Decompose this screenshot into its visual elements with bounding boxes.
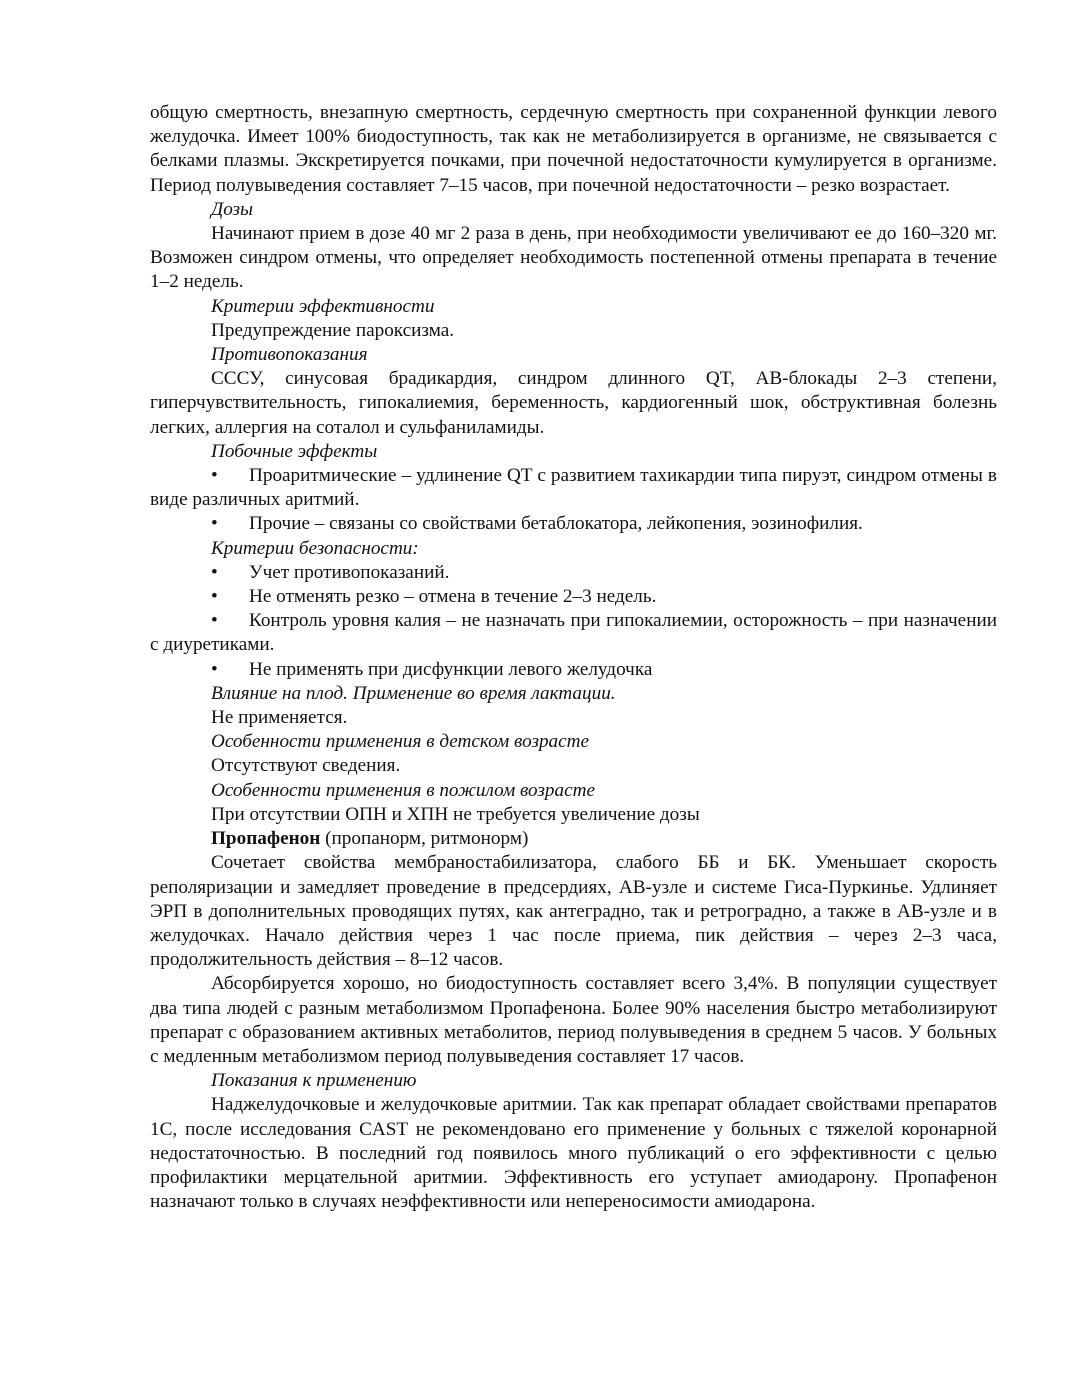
paragraph: Сочетает свойства мембраностабилизатора, слабого ББ и БК. Уменьшает скорость реполяризации и замедляет проведение в предсердиях, АВ-узле и системе Гиса-Пуркинье. Удлиняет ЭРП в дополнительных проводящих путях, как антеградно, так и ретроградно, а также в АВ-узле и в желудочках. Начало действия через 1 час после приема, пик действия – через 2–3 часа, продолжительность действия – 8–12 часов. xyxy=(150,852,997,971)
bullet-text: Контроль уровня калия – не назначать при гипокалиемии, осторожность – при назначении с диуретиками. xyxy=(150,610,997,656)
drug-name: Пропафенон xyxy=(211,828,321,850)
paragraph: Абсорбируется хорошо, но биодоступность составляет всего 3,4%. В популяции существует два типа людей с разным метаболизмом Пропафенона. Более 90% населения быстро метаболизируют препарат с образованием активных метаболитов, период полувыведения в среднем 5 часов. У больных с медленным метаболизмом период полувыведения составляет 17 часов. xyxy=(150,973,997,1067)
section-heading: Противопоказания xyxy=(211,344,368,366)
document-page xyxy=(150,101,997,1214)
paragraph: общую смертность, внезапную смертность, сердечную смертность при сохраненной функции левого желудочка. Имеет 100% биодоступность, так как не метаболизируется в организме, не связывается с белками плазмы. Экскретируется почками, при почечной недостаточности кумулируется в организме. Период полувыведения составляет 7–15 часов, при почечной недостаточности – резко возрастает. xyxy=(150,102,997,196)
section-heading: Влияние на плод. Применение во время лактации. xyxy=(211,682,616,704)
drug-heading xyxy=(150,827,997,851)
bullet-item xyxy=(150,658,997,682)
bullet-item xyxy=(150,512,997,536)
bullet-icon: • xyxy=(211,658,218,680)
bullet-text: Учет противопоказаний. xyxy=(249,561,450,583)
bullet-icon: • xyxy=(211,610,218,632)
bullet-text: Проаритмические – удлинение QT с развитием тахикардии типа пируэт, синдром отмены в виде различных аритмий. xyxy=(150,465,997,511)
paragraph: СССУ, синусовая брадикардия, синдром длинного QT, АВ-блокады 2–3 степени, гиперчувствительность, гипокалиемия, беременность, кардиогенный шок, обструктивная болезнь легких, аллергия на соталол и сульфаниламиды. xyxy=(150,368,997,438)
paragraph: Предупреждение пароксизма. xyxy=(211,319,455,341)
paragraph: Не применяется. xyxy=(211,707,348,729)
paragraph: Отсутствуют сведения. xyxy=(211,755,401,777)
bullet-icon: • xyxy=(211,465,218,487)
section-heading: Критерии эффективности xyxy=(211,295,435,317)
bullet-icon: • xyxy=(211,561,218,583)
bullet-text: Прочие – связаны со свойствами бетаблокатора, лейкопения, эозинофилия. xyxy=(249,513,863,535)
section-heading: Дозы xyxy=(211,198,254,220)
bullet-text: Не применять при дисфункции левого желудочка xyxy=(249,658,653,680)
bullet-item xyxy=(150,609,997,657)
section-heading: Критерии безопасности: xyxy=(211,537,419,559)
bullet-icon: • xyxy=(211,513,218,535)
paragraph: Наджелудочковые и желудочковые аритмии. Так как препарат обладает свойствами препаратов 1С, после исследования CAST не рекомендовано его применение у больных с тяжелой коронарной недостаточностью. В последний год появилось много публикаций о его эффективности с целью профилактики мерцательной аритмии. Эффективность его уступает амиодарону. Пропафенон назначают только в случаях неэффективности или непереносимости амиодарона. xyxy=(150,1094,997,1213)
section-heading: Побочные эффекты xyxy=(211,440,378,462)
paragraph: При отсутствии ОПН и ХПН не требуется увеличение дозы xyxy=(211,803,700,825)
drug-synonyms: (пропанорм, ритмонорм) xyxy=(320,828,529,850)
paragraph: Начинают прием в дозе 40 мг 2 раза в день, при необходимости увеличивают ее до 160–320 мг. Возможен синдром отмены, что определяет необходимость постепенной отмены препарата в течение 1–2 недель. xyxy=(150,223,997,293)
bullet-text: Не отменять резко – отмена в течение 2–3 недель. xyxy=(249,586,657,608)
bullet-item xyxy=(150,561,997,585)
section-heading: Показания к применению xyxy=(211,1070,417,1092)
section-heading: Особенности применения в пожилом возрасте xyxy=(211,779,595,801)
bullet-item xyxy=(150,585,997,609)
section-heading: Особенности применения в детском возрасте xyxy=(211,731,590,753)
bullet-icon: • xyxy=(211,586,218,608)
bullet-item xyxy=(150,464,997,512)
